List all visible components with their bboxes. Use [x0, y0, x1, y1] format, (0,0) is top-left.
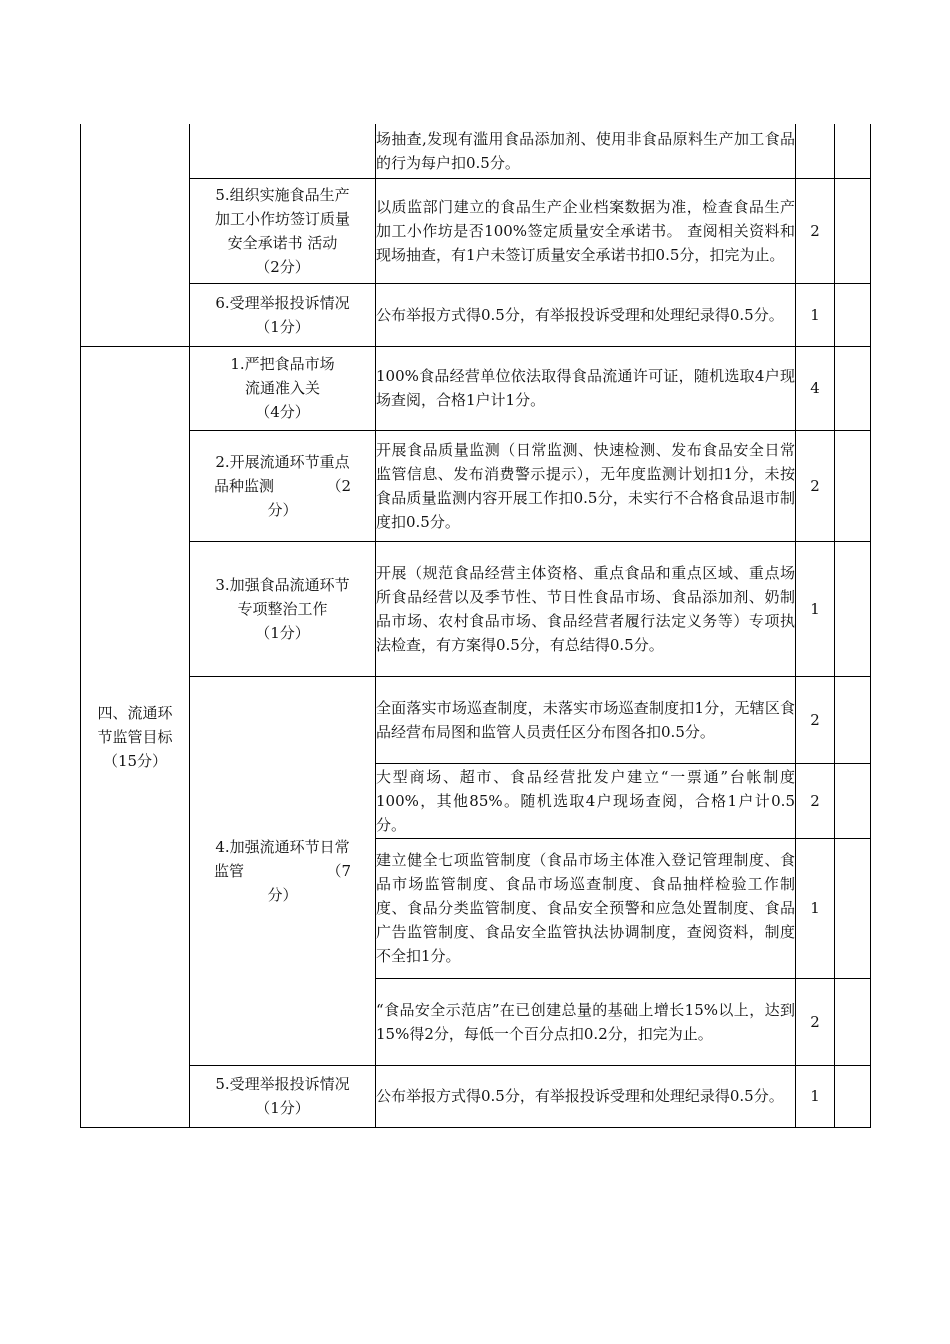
item-line: （2分）: [255, 257, 310, 276]
criteria-cell: 开展食品质量监测（日常监测、快速检测、发布食品安全日常监管信息、发布消费警示提示），无年度监测计划扣1分，未按食品质量监测内容开展工作扣0.5分，未实行不合格食品退市制度扣0.5分。: [376, 430, 796, 541]
criteria-cell: 全面落实市场巡查制度，未落实市场巡查制度扣1分，无辖区食品经营布局图和监管人员责任区分布图各扣0.5分。: [376, 676, 796, 763]
item-cell: [190, 346, 376, 430]
remark-cell: [835, 978, 871, 1065]
score-cell: 1: [796, 1065, 835, 1127]
score-cell: 2: [796, 978, 835, 1065]
table-row: [81, 676, 871, 763]
remark-cell: [835, 1065, 871, 1127]
item-cell: [190, 676, 376, 1065]
table-row: [81, 430, 871, 541]
item-cell: [190, 541, 376, 676]
table-row: [81, 346, 871, 430]
criteria-cell: 100%食品经营单位依法取得食品流通许可证，随机选取4户现场查阅，合格1户计1分。: [376, 346, 796, 430]
remark-cell: [835, 541, 871, 676]
item-line: 2.开展流通环节重点: [215, 452, 350, 471]
item-line: （1分）: [255, 1099, 310, 1117]
score-cell: 4: [796, 346, 835, 430]
evaluation-table: [80, 124, 871, 1128]
table-row: [81, 178, 871, 283]
item-line: 安全承诺书 活动: [227, 233, 338, 252]
criteria-cell: 公布举报方式得0.5分，有举报投诉受理和处理纪录得0.5分。: [376, 283, 796, 346]
section-line: 节监管目标: [97, 727, 173, 746]
item-cell: [190, 178, 376, 283]
section-cell-continued: [81, 124, 190, 346]
criteria-cell: “食品安全示范店”在已创建总量的基础上增长15%以上，达到15%得2分，每低一个百分点扣0.2分，扣完为止。: [376, 978, 796, 1065]
item-line: 专项整治工作: [237, 599, 328, 618]
item-cell: [190, 430, 376, 541]
score-cell: 1: [796, 541, 835, 676]
remark-cell: [835, 124, 871, 178]
score-cell: 2: [796, 763, 835, 838]
item-line: 分）: [267, 500, 298, 519]
remark-cell: [835, 838, 871, 978]
score-cell: 1: [796, 283, 835, 346]
section-line: 四、流通环: [97, 703, 173, 722]
remark-cell: [835, 676, 871, 763]
item-cell-continued: [190, 124, 376, 178]
item-line: 6.受理举报投诉情况: [215, 293, 350, 312]
item-line: 5.受理举报投诉情况: [215, 1075, 350, 1093]
criteria-cell: 建立健全七项监管制度（食品市场主体准入登记管理制度、食品市场监管制度、食品市场巡查制度、食品抽样检验工作制度、食品分类监管制度、食品安全预警和应急处置制度、食品广告监管制度、食品安全监管执法协调制度，查阅资料，制度不全扣1分。: [376, 838, 796, 978]
section-line: （15分）: [102, 751, 168, 770]
score-cell: 2: [796, 676, 835, 763]
table-row: [81, 124, 871, 178]
criteria-cell: 大型商场、超市、食品经营批发户建立“一票通”台帐制度100%，其他85%。随机选取4户现场查阅，合格1户计0.5分。: [376, 763, 796, 838]
remark-cell: [835, 430, 871, 541]
table-row: [81, 1065, 871, 1127]
criteria-cell: 开展（规范食品经营主体资格、重点食品和重点区域、重点场所食品经营以及季节性、节日性食品市场、食品添加剂、奶制品市场、农村食品市场、食品经营者履行法定义务等）专项执法检查，有方案得0.5分，有总结得0.5分。: [376, 541, 796, 676]
item-line: （1分）: [255, 623, 310, 642]
item-line: 分）: [267, 885, 298, 904]
item-cell: [190, 1065, 376, 1127]
score-cell: 1: [796, 838, 835, 978]
item-line: 3.加强食品流通环节: [215, 575, 350, 594]
item-line: （4分）: [255, 403, 310, 421]
criteria-cell: 场抽查,发现有滥用食品添加剂、使用非食品原料生产加工食品的行为每户扣0.5分。: [376, 124, 796, 178]
criteria-cell: 公布举报方式得0.5分，有举报投诉受理和处理纪录得0.5分。: [376, 1065, 796, 1127]
item-line: 品种监测 （2: [213, 476, 352, 495]
score-cell: 2: [796, 178, 835, 283]
item-line: （1分）: [255, 317, 310, 336]
item-cell: [190, 283, 376, 346]
item-line: 加工小作坊签订质量: [214, 209, 350, 228]
table-row: [81, 541, 871, 676]
item-line: 1.严把食品市场: [230, 355, 335, 373]
item-line: 流通准入关: [244, 379, 320, 397]
score-cell: [796, 124, 835, 178]
remark-cell: [835, 178, 871, 283]
item-line: 监管 （7: [213, 861, 352, 880]
item-line: 4.加强流通环节日常: [215, 837, 350, 856]
item-line: 5.组织实施食品生产: [215, 185, 350, 204]
criteria-cell: 以质监部门建立的食品生产企业档案数据为准，检查食品生产加工小作坊是否100%签定质量安全承诺书。 查阅相关资料和现场抽查，有1户未签订质量安全承诺书扣0.5分，扣完为止。: [376, 178, 796, 283]
section-cell: [81, 346, 190, 1127]
remark-cell: [835, 283, 871, 346]
remark-cell: [835, 763, 871, 838]
score-cell: 2: [796, 430, 835, 541]
remark-cell: [835, 346, 871, 430]
table-row: [81, 283, 871, 346]
